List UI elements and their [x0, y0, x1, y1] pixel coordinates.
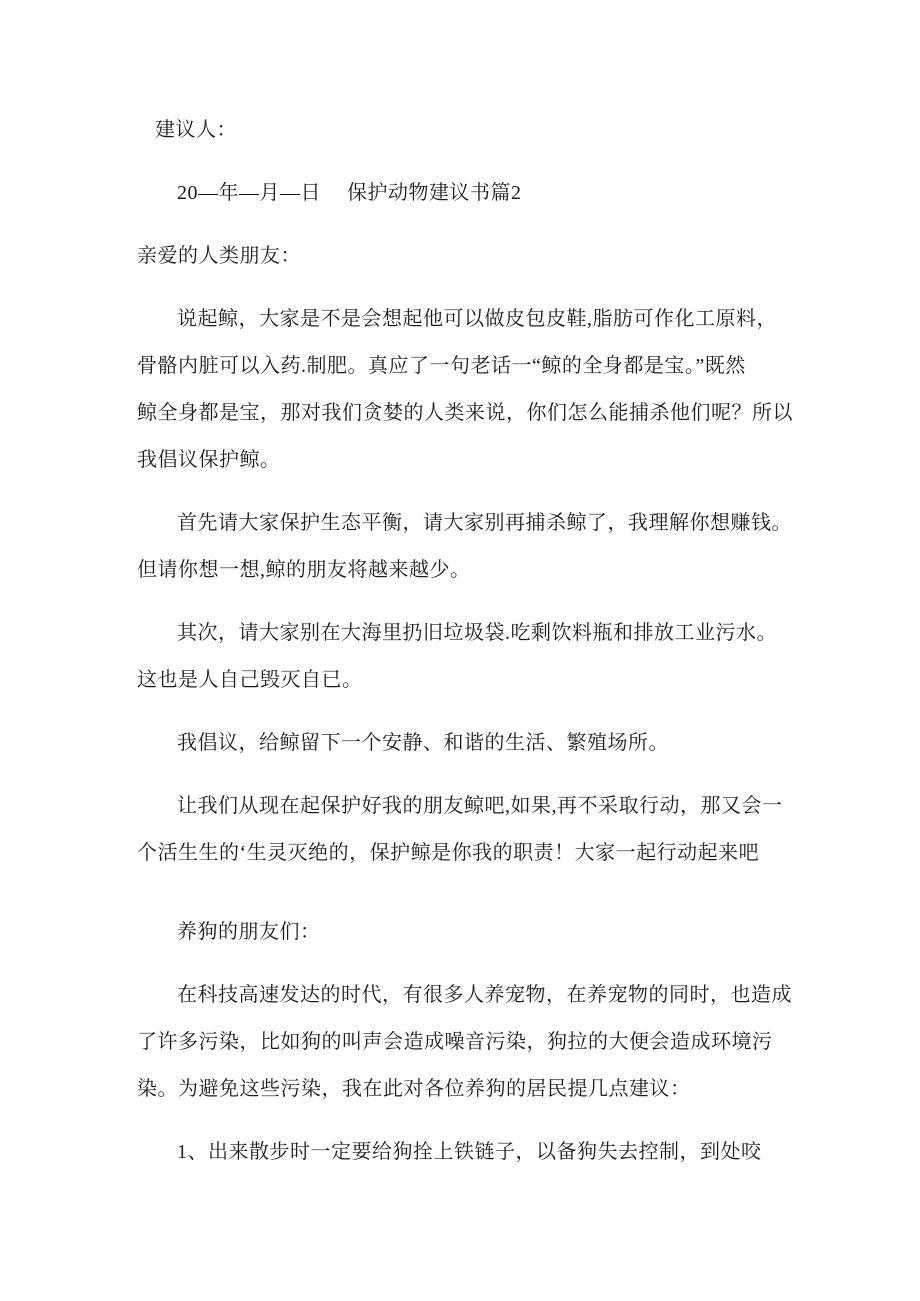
text-line: 我倡议，给鲸留下一个安静、和谐的生活、繁殖场所。 [177, 732, 669, 754]
salutation-dog-owners [137, 909, 780, 956]
text-line: 染。为避免这些污染，我在此对各位养狗的居民提几点建议： [137, 1078, 691, 1100]
paragraph-dog-pollution [137, 972, 792, 1113]
date-and-section-title-line [137, 170, 780, 217]
salutation-line [137, 233, 780, 280]
proposer-signature-line [137, 107, 780, 154]
text-line: 1、出来散步时一定要给狗拴上铁链子，以备狗失去控制，到处咬 [177, 1141, 762, 1163]
text-line: 建议人： [155, 119, 237, 141]
text-line: 首先请大家保护生态平衡，请大家别再捕杀鲸了，我理解你想赚钱。 [177, 512, 792, 534]
paragraph-proposal [137, 720, 780, 767]
paragraph-second-suggestion [137, 610, 780, 704]
text-line: 在科技高速发达的时代，有很多人养宠物，在养宠物的同时，也造成 [177, 984, 792, 1006]
text-line: 让我们从现在起保护好我的朋友鲸吧,如果,再不采取行动，那又会一 [177, 795, 783, 817]
text-line: 亲爱的人类朋友： [137, 245, 301, 267]
text-line: 其次，请大家别在大海里扔旧垃圾袋.吃剩饮料瓶和排放工业污水。 [177, 622, 777, 644]
paragraph-dog-suggestion-1 [137, 1129, 780, 1176]
text-line: 了许多污染，比如狗的叫声会造成噪音污染，狗拉的大便会造成环境污 [137, 1031, 773, 1053]
text-line: 个活生生的‘生灵灭绝的，保护鲸是你我的职责！大家一起行动起来吧 [137, 842, 760, 864]
text-line: 鲸全身都是宝，那对我们贪婪的人类来说，你们怎么能捕杀他们呢？所以 [137, 402, 793, 424]
paragraph-whale-intro [137, 296, 793, 484]
paragraph-first-suggestion [137, 500, 792, 594]
text-line: 说起鲸，大家是不是会想起他可以做皮包皮鞋,脂肪可作化工原料， [177, 308, 777, 330]
text-line: 但请你想一想,鲸的朋友将越来越少。 [137, 559, 471, 581]
text-line: 养狗的朋友们： [177, 921, 321, 943]
text-line: 骨骼内脏可以入药.制肥。真应了一句老话一“鲸的全身都是宝。”既然 [137, 355, 746, 377]
text-line: 20—年—月—日 保护动物建议书篇2 [177, 182, 522, 204]
paragraph-call-to-action [137, 783, 783, 877]
text-line: 我倡议保护鲸。 [137, 449, 281, 471]
text-line: 这也是人自己毁灭自已。 [137, 669, 363, 691]
